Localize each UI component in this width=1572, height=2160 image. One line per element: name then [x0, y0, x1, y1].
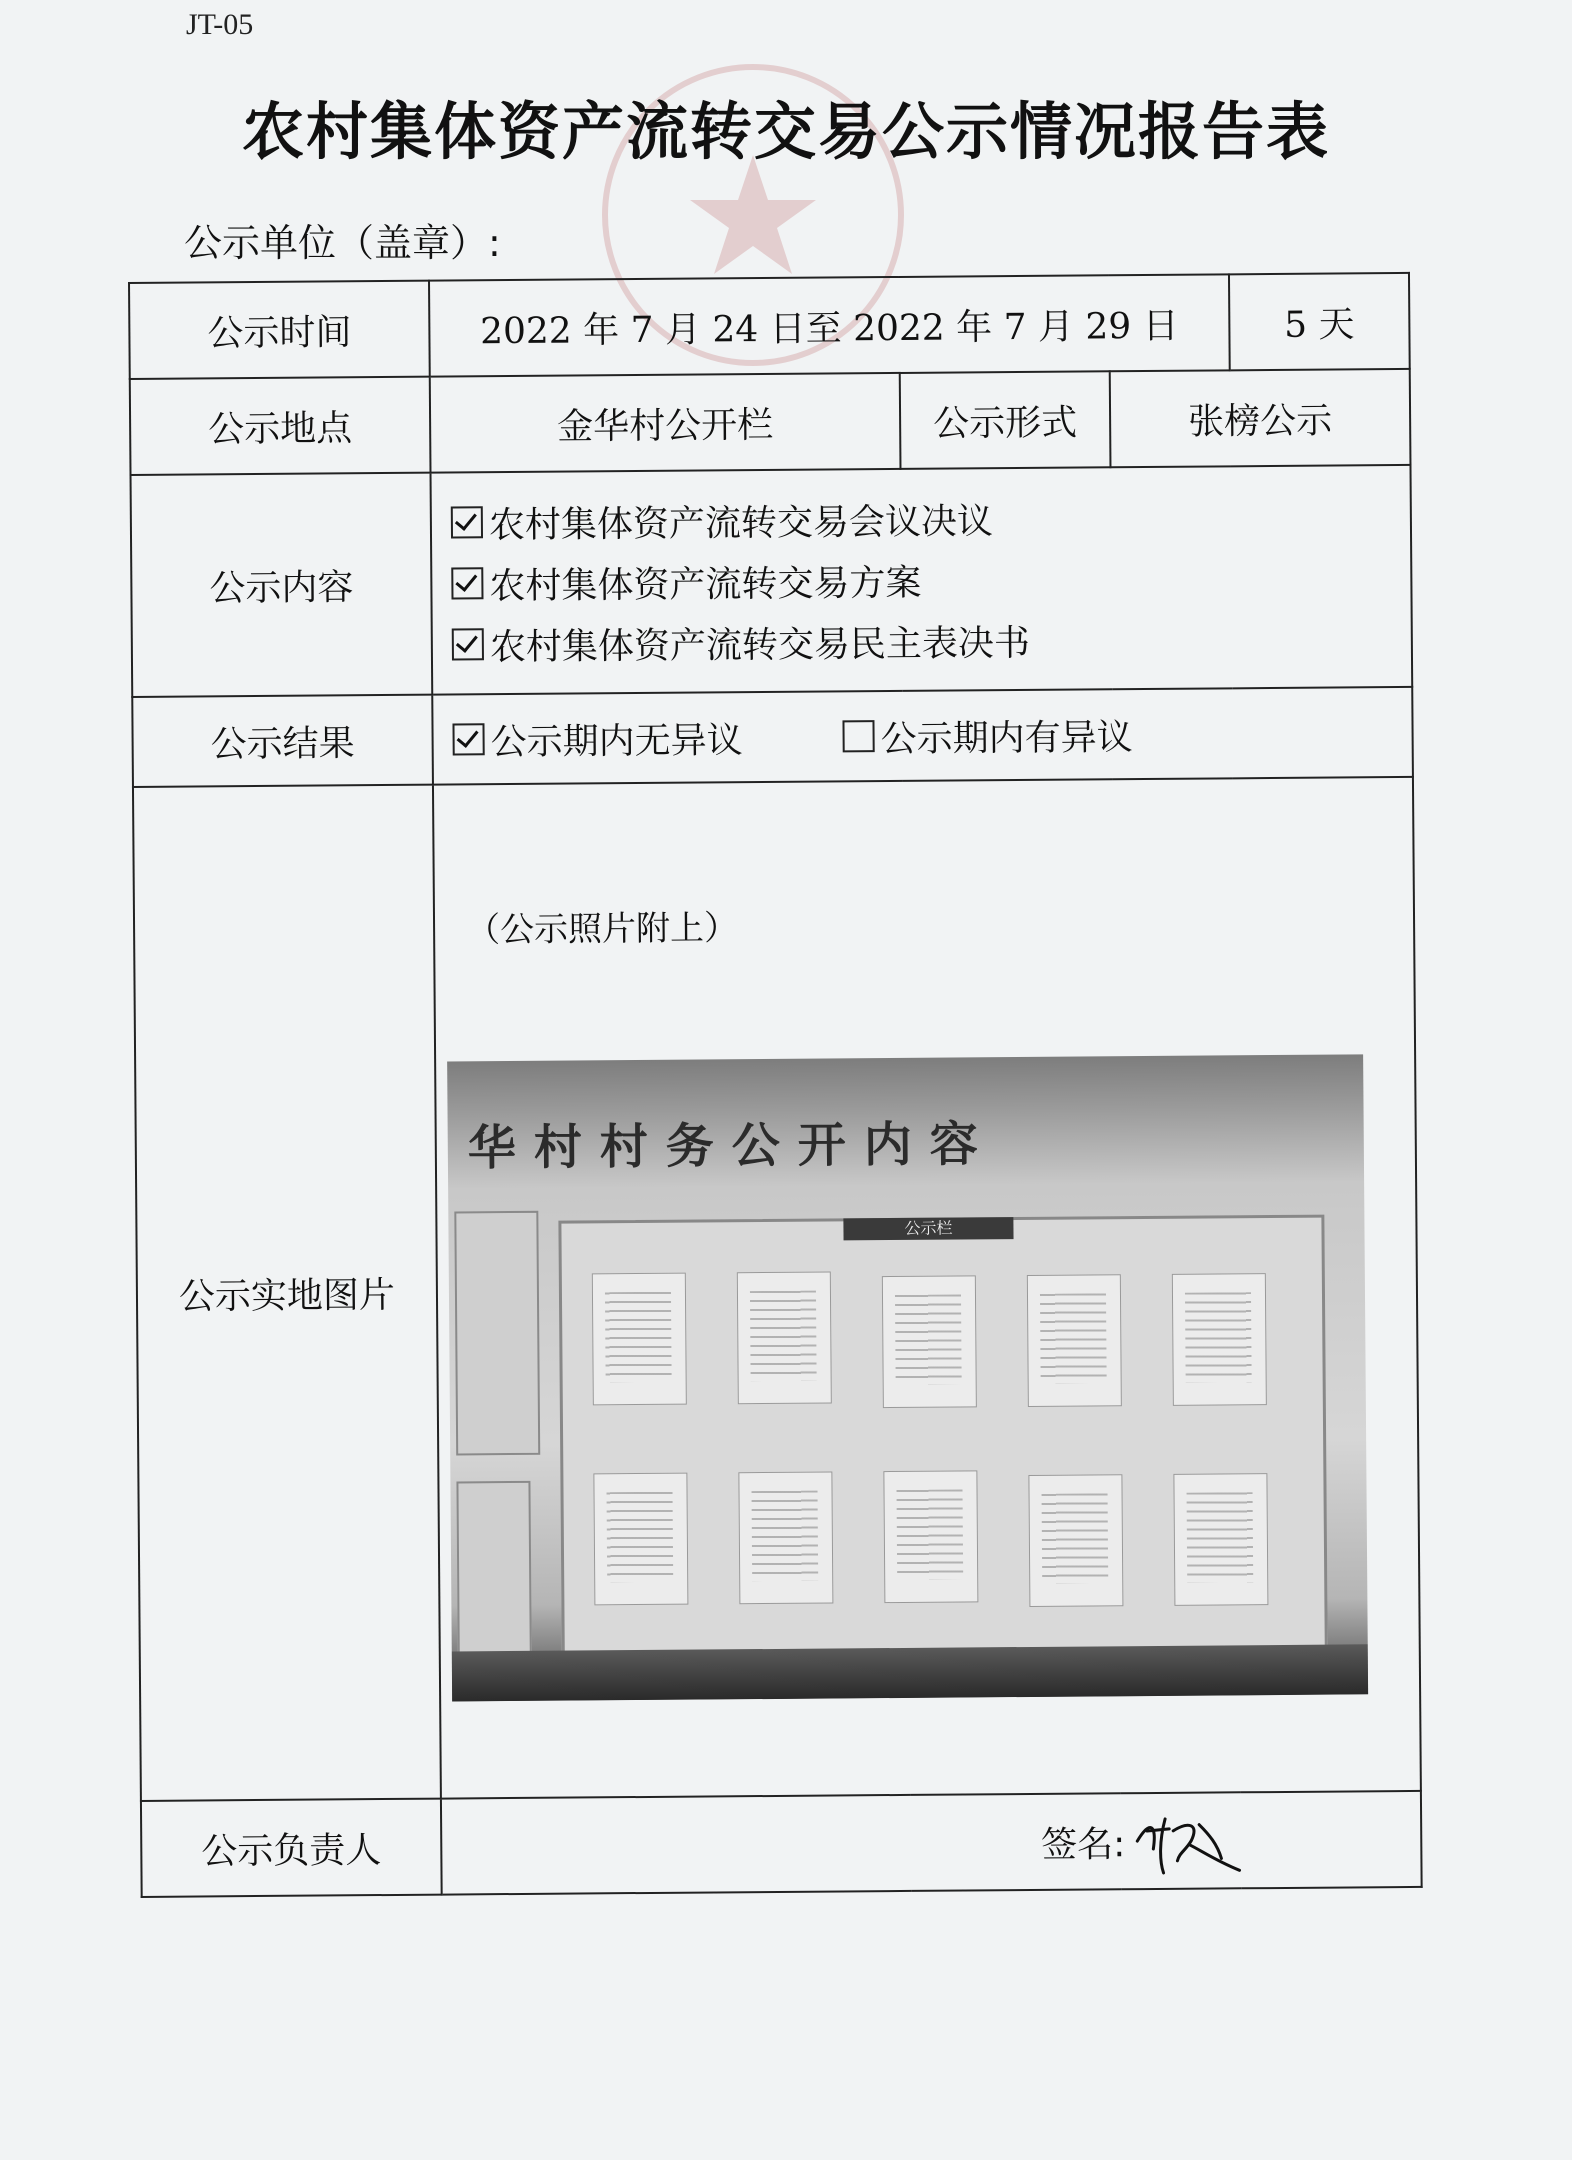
checkbox-checked-icon[interactable]	[452, 723, 484, 755]
notice-sheet	[882, 1275, 977, 1408]
photo-side-panel	[454, 1210, 540, 1455]
checkbox-checked-icon[interactable]	[451, 567, 483, 599]
publish-result-label: 公示结果	[132, 695, 433, 787]
publish-content-label: 公示内容	[131, 473, 433, 697]
content-item	[452, 611, 1410, 670]
notice-sheet	[738, 1471, 833, 1604]
photo-banner-text: 华村村务公开内容	[467, 1115, 997, 1176]
publish-time-label: 公示时间	[129, 281, 430, 379]
photo-note: （公示照片附上）	[465, 907, 739, 950]
bulletin-board-photo	[447, 1054, 1368, 1701]
responsible-person-label: 公示负责人	[141, 1799, 442, 1897]
publish-form-label: 公示形式	[900, 371, 1111, 469]
row-publish-content	[131, 465, 1413, 697]
publish-place-label: 公示地点	[130, 377, 431, 475]
publish-result-options	[432, 687, 1413, 785]
handwritten-signature	[1129, 1800, 1250, 1881]
notice-sheet	[592, 1272, 687, 1405]
result-option-has-objection	[842, 709, 1132, 762]
notice-sheet	[883, 1470, 978, 1603]
document-code: JT-05	[186, 8, 254, 41]
site-photo-label: 公示实地图片	[133, 785, 441, 1801]
row-publish-result	[132, 687, 1413, 787]
row-site-photo	[133, 777, 1421, 1801]
site-photo-cell	[433, 777, 1421, 1799]
checkbox-checked-icon[interactable]	[452, 628, 484, 660]
result-option-text: 公示期内无异议	[490, 719, 743, 763]
notice-sheet	[1173, 1473, 1268, 1606]
row-publish-place	[130, 369, 1411, 475]
content-item-text: 农村集体资产流转交易方案	[489, 562, 922, 607]
publish-form-value: 张榜公示	[1110, 369, 1411, 467]
photo-foreground	[452, 1644, 1368, 1701]
result-option-no-objection	[452, 712, 742, 765]
signature-label: 签名:	[1041, 1823, 1126, 1866]
notice-sheet	[1027, 1274, 1122, 1407]
photo-notice-board	[558, 1214, 1327, 1656]
publish-days-value: 5 天	[1229, 273, 1410, 370]
result-option-text: 公示期内有异议	[880, 716, 1133, 760]
publishing-unit-label: 公示单位（盖章）:	[184, 221, 501, 265]
notice-sheet	[737, 1271, 832, 1404]
publish-place-value: 金华村公开栏	[430, 373, 901, 473]
publish-content-list	[431, 465, 1413, 695]
publish-time-value: 2022 年 7 月 24 日至 2022 年 7 月 29 日	[429, 274, 1230, 376]
content-item-text: 农村集体资产流转交易民主表决书	[489, 622, 1031, 668]
row-responsible-person	[141, 1791, 1422, 1897]
content-item	[451, 550, 1409, 609]
row-publish-time	[129, 273, 1410, 379]
notice-sheet	[1028, 1474, 1123, 1607]
checkbox-checked-icon[interactable]	[451, 506, 483, 538]
signature-cell	[441, 1791, 1422, 1895]
photo-side-panel	[456, 1480, 531, 1655]
content-item	[451, 489, 1409, 548]
document-title: 农村集体资产流转交易公示情况报告表	[241, 95, 1330, 168]
notice-sheet	[1172, 1273, 1267, 1406]
content-item-text: 农村集体资产流转交易会议决议	[488, 500, 994, 546]
notice-sheet	[593, 1472, 688, 1605]
checkbox-empty-icon[interactable]	[842, 720, 874, 752]
photo-tag-label: 公示栏	[843, 1217, 1013, 1240]
report-form	[128, 272, 1421, 1922]
